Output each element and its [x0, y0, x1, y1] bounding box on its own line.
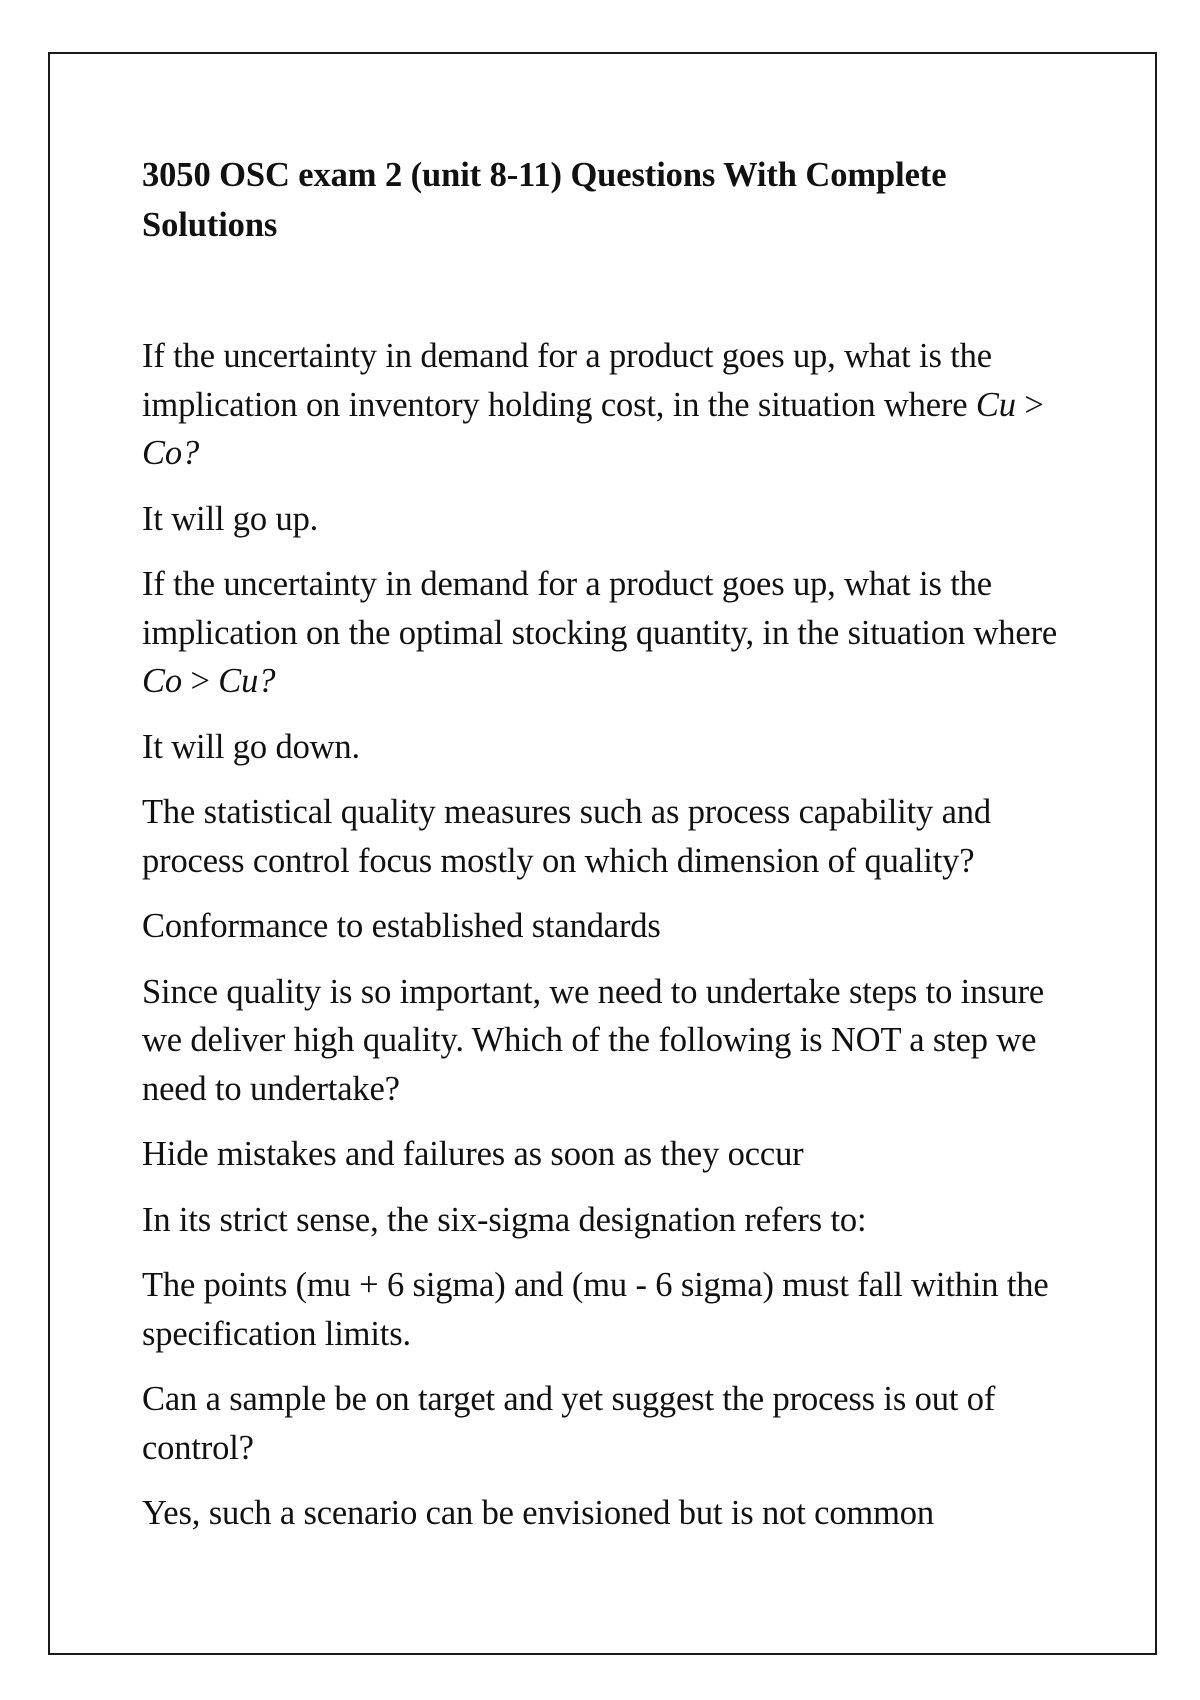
answer-text: Conformance to established standards — [142, 907, 661, 945]
document-title: 3050 OSC exam 2 (unit 8-11) Questions With Complete Solutions — [142, 156, 947, 244]
question-text: Can a sample be on target and yet suggest the process is out of control? — [142, 1380, 996, 1467]
question-text: If the uncertainty in demand for a product goes up, what is the implication on the optimal stocking quantity, in the situation where Co > Cu? — [142, 565, 1058, 700]
question-text: In its strict sense, the six-sigma designation refers to: — [142, 1200, 867, 1239]
question-text: If the uncertainty in demand for a product goes up, what is the implication on inventory holding cost, in the situation where Cu > Co? — [142, 337, 1044, 472]
answer-text: It will go down. — [142, 727, 361, 766]
qa-item-6 — [142, 1375, 1082, 1538]
answer-text: Hide mistakes and failures as soon as they occur — [142, 1135, 804, 1173]
question-text: The statistical quality measures such as process capability and process control focus mostly on which dimension of quality? — [142, 793, 991, 880]
answer-text: Yes, such a scenario can be envisioned but is not common — [142, 1494, 934, 1532]
answer-text: It will go up. — [142, 499, 319, 538]
qa-item-4 — [142, 968, 1082, 1179]
qa-item-2 — [142, 560, 1082, 771]
qa-item-1 — [142, 332, 1082, 543]
question-text: Since quality is so important, we need to undertake steps to insure we deliver high quality. Which of the following is NOT a step we need to undertake? — [142, 972, 1045, 1108]
qa-item-3 — [142, 788, 1082, 951]
answer-text: The points (mu + 6 sigma) and (mu - 6 sigma) must fall within the specification limits. — [142, 1266, 1049, 1353]
document-body — [142, 150, 1082, 1555]
qa-item-5 — [142, 1196, 1082, 1359]
